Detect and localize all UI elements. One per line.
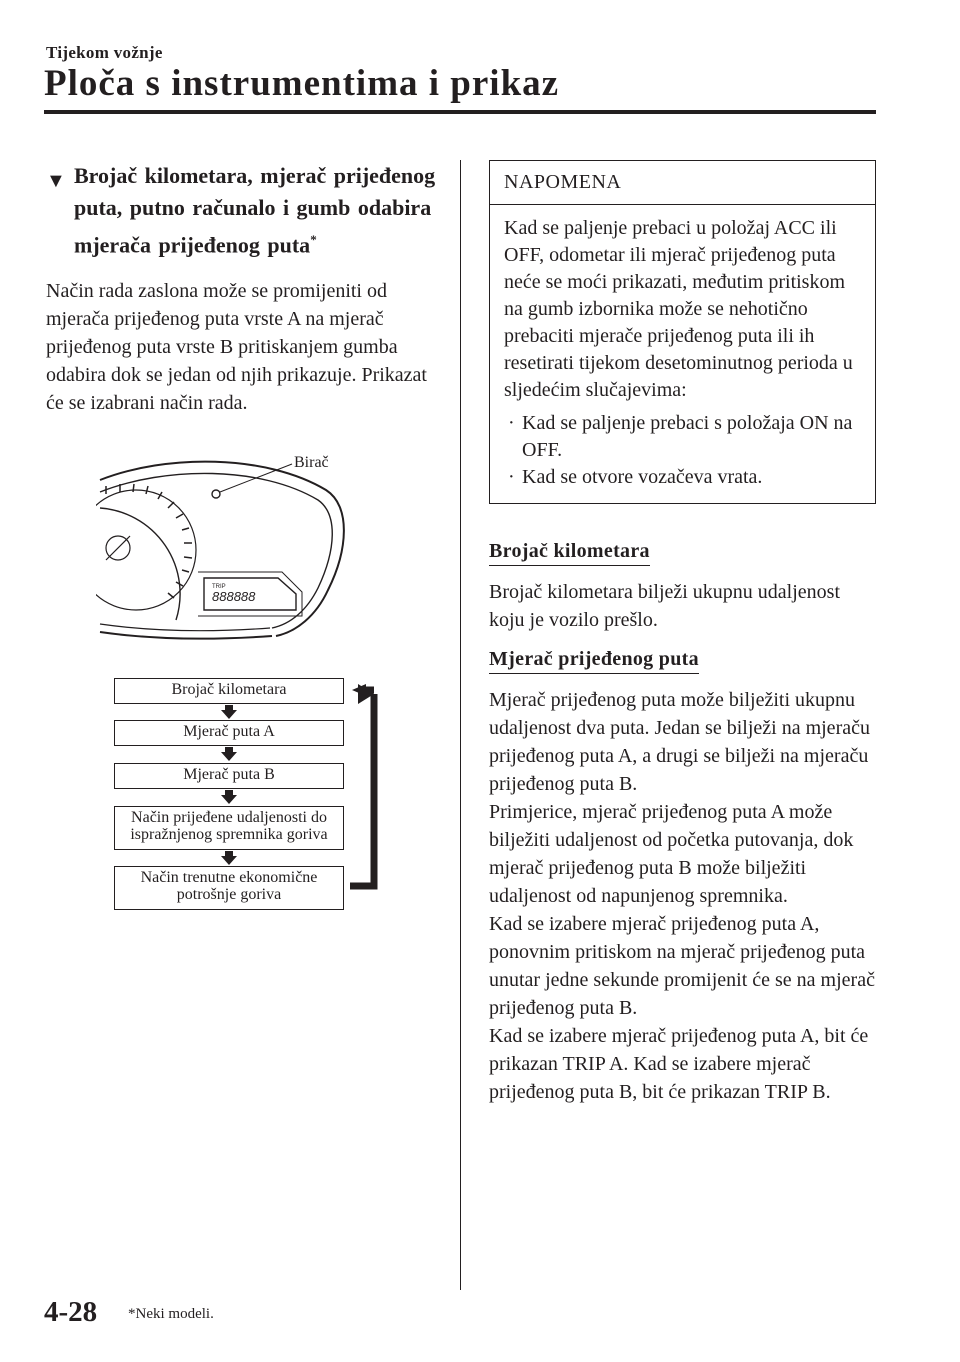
instrument-cluster-illustration [96,450,396,650]
note-body [490,205,875,503]
note-list [504,410,861,491]
flow-item-trip-a: Mjerač puta A [114,720,344,746]
instrument-cluster-figure [96,450,396,650]
list-item: · Kad se paljenje prebaci s položaja ON na OFF. [508,412,853,461]
page-title: Ploča s instrumentima i prikaz [44,63,560,104]
list-item: · Kad se otvore vozačeva vrata. [504,464,861,491]
note-title: NAPOMENA [490,161,875,205]
trip-paragraph-1: Mjerač prijeđenog puta može bilježiti ukupnu udaljenost dva puta. Jedan se bilježi na mjeraču prijeđenog puta A, a drugi se bilježi na mjeraču prijeđenog puta B. [489,689,870,795]
arrow-down-icon [221,747,237,761]
triangle-marker-icon: ▼ [46,170,66,192]
fuel-gauge-icon [106,536,130,560]
header-rule [44,110,876,114]
arrow-down-icon [221,705,237,719]
flow-item-distance-to-empty: Način prijeđene udaljenosti do ispražnjenog spremnika goriva [114,806,344,850]
display-digits: 888888 [212,589,256,604]
flow-item-fuel-economy: Način trenutne ekonomične potrošnje goriva [114,866,344,910]
trip-paragraph-3: Kad se izabere mjerač prijeđenog puta A, ponovnim pritiskom na mjerač prijeđenog puta unutar jedne sekunde promijenit će se na mjerač prijeđenog puta B. [489,913,875,1019]
note-box [489,160,876,504]
column-divider [460,160,461,1290]
footnote: *Neki modeli. [128,1306,214,1322]
note-text: Kad se paljenje prebaci u položaj ACC ili OFF, odometar ili mjerač prijeđenog puta neće se moći prikazati, međutim pritiskom na gumb izbornika može se nehotično prebaciti mjerače prijeđenog puta ili ih resetirati tijekom desetominutnog perioda u sljedećim slučajevima: [504,217,853,401]
odometer-paragraph: Brojač kilometara bilježi ukupnu udaljenost koju je vozilo prešlo. [489,581,841,631]
selector-callout-label: Birač [294,454,329,471]
selector-button-icon[interactable] [212,490,220,498]
trip-paragraph-2: Primjerice, mjerač prijeđenog puta A može bilježiti udaljenost od početka putovanja, dok mjerač prijeđenog puta B može bilježiti udaljenost od napunjenog spremnika. [489,801,854,907]
bullet-icon: · [508,412,515,434]
flow-item-trip-b: Mjerač puta B [114,763,344,789]
arrow-down-icon [221,790,237,804]
bullet-icon: · [508,466,515,488]
section-heading-text: Brojač kilometara, mjerač prijeđenog puta, putno računalo i gumb odabira mjerača prijeđenog puta [74,163,436,258]
section-heading [46,160,441,261]
right-column [489,160,876,1106]
trip-meter-heading: Mjerač prijeđenog puta [489,648,699,674]
intro-paragraph: Način rada zaslona može se promijeniti od mjerača prijeđenog puta vrste A na mjerač prijeđenog puta vrste B pritiskanjem gumba odabira dok se jedan od njih prikazuje. Prikazat će se izabrani način rada. [46,280,427,415]
return-arrow-icon [348,684,386,892]
flow-item-odometer: Brojač kilometara [114,678,344,704]
left-column [46,160,441,417]
display-mode-flow [114,678,414,918]
heading-asterisk: * [310,232,317,247]
section-label: Tijekom vožnje [46,43,163,62]
page-number: 4-28 [44,1296,98,1328]
trip-paragraph-4: Kad se izabere mjerač prijeđenog puta A, bit će prikazan TRIP A. Kad se izabere mjerač prijeđenog puta B, bit će prikazan TRIP B. [489,1025,869,1103]
arrow-down-icon [221,851,237,865]
odometer-heading: Brojač kilometara [489,540,650,566]
display-trip-text: TRIP [212,584,226,590]
